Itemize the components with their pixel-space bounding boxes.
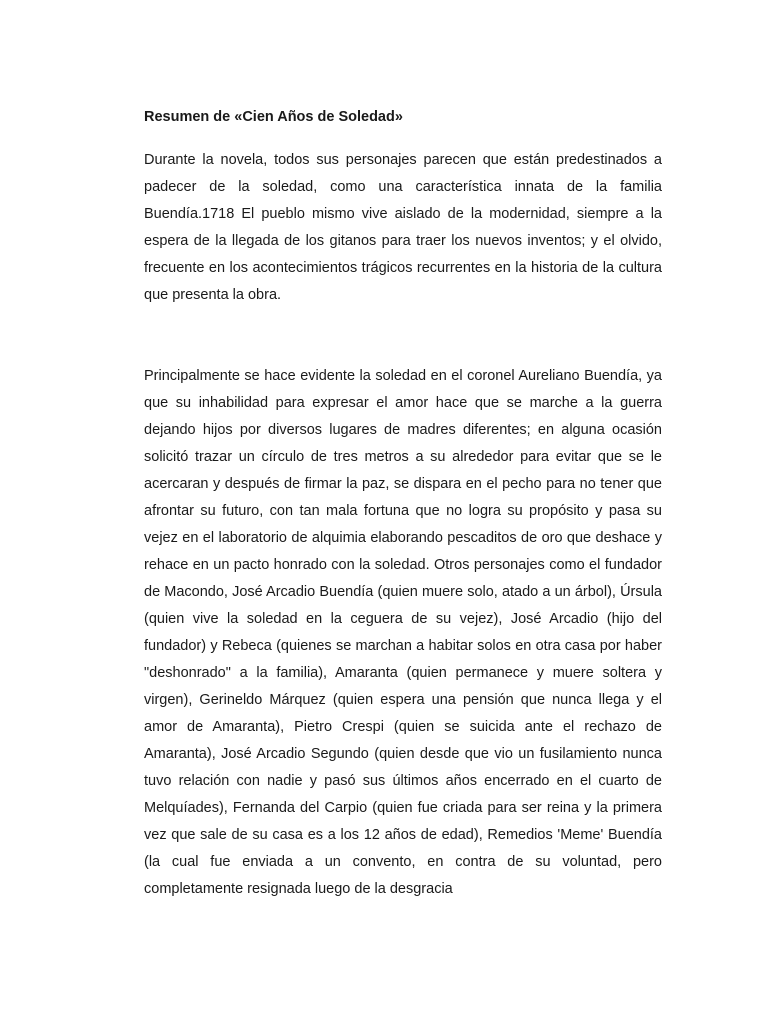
paragraph-characters: Principalmente se hace evidente la soledad en el coronel Aureliano Buendía, ya que su inhabilidad para expresar el amor hace que se marche a la guerra dejando hijos por diversos lugares de madres diferentes; en alguna ocasión solicitó trazar un círculo de tres metros a su alrededor para evitar que se le acercaran y después de firmar la paz, se dispara en el pecho para no tener que afrontar su futuro, con tan mala fortuna que no logra su propósito y pasa su vejez en el laboratorio de alquimia elaborando pescaditos de oro que deshace y rehace en un pacto honrado con la soledad. Otros personajes como el fundador de Macondo, José Arcadio Buendía (quien muere solo, atado a un árbol), Úrsula (quien vive la soledad en la ceguera de su vejez), José Arcadio (hijo del fundador) y Rebeca (quienes se marchan a habitar solos en otra casa por haber "deshonrado" a la familia), Amaranta (quien permanece y muere soltera y virgen), Gerineldo Márquez (quien espera una pensión que nunca llega y el amor de Amaranta), Pietro Crespi (quien se suicida ante el rechazo de Amaranta), José Arcadio Segundo (quien desde que vio un fusilamiento nunca tuvo relación con nadie y pasó sus últimos años encerrado en el cuarto de Melquíades), Fernanda del Carpio (quien fue criada para ser reina y la primera vez que sale de su casa es a los 12 años de edad), Remedios 'Meme' Buendía (la cual fue enviada a un convento, en contra de su voluntad, pero completamente resignada luego de la desgracia: [144, 368, 662, 897]
document-title: Resumen de «Cien Años de Soledad»: [144, 109, 403, 125]
document-body: [144, 107, 662, 903]
paragraph-intro: Durante la novela, todos sus personajes parecen que están predestinados a padecer de la soledad, como una característica innata de la familia Buendía.1718 El pueblo mismo vive aislado de la modernidad, siempre a la espera de la llegada de los gitanos para traer los nuevos inventos; y el olvido, frecuente en los acontecimientos trágicos recurrentes en la historia de la cultura que presenta la obra.: [144, 152, 662, 303]
paragraph-spacer: [144, 309, 662, 363]
